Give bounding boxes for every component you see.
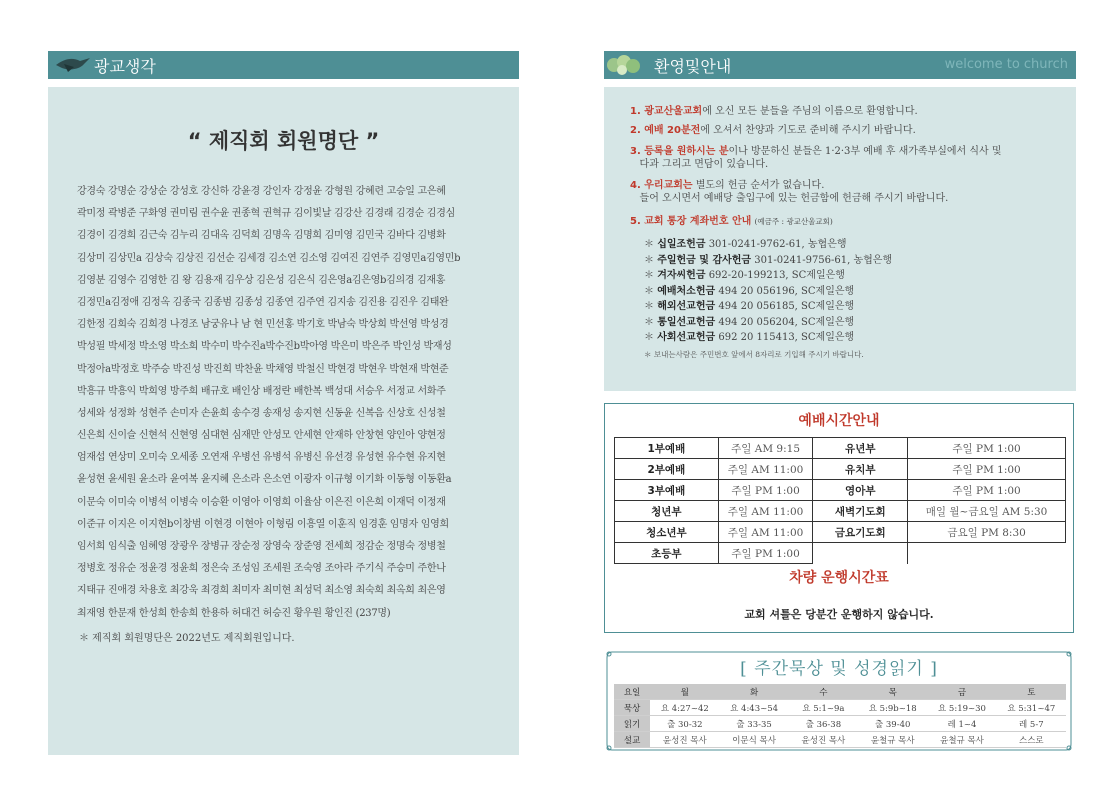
worship-row [615,438,1066,459]
bible-cell: 윤성진 목사 [650,732,719,748]
bible-cell: 레 5-7 [997,716,1066,732]
member-name-line: 엄재섭 연상미 오미숙 오세종 오연재 우병선 유병석 유병신 유선경 유성현 유수현 유지현 [77,452,446,464]
member-name-line: 지태규 진애경 차용호 최강욱 최경희 최미자 최미현 최성덕 최소영 최숙희 최옥희 최은영 [77,585,446,597]
worship-schedule-title: 예배시간안내 [798,413,880,429]
account-item: ＊ 십일조헌금 301-0241-9762-61, 농협은행 [644,239,847,250]
bible-row [614,684,1066,700]
leaf-icon [606,53,644,77]
bible-cell: 윤철규 목사 [858,732,927,748]
member-name-line: 임서희 임식출 임혜영 장광우 장병규 장순정 장영숙 장준영 전세희 정감순 정명숙 정병철 [77,541,446,552]
member-name-line: 김정민a김정애 김정옥 김종국 김종범 김종성 김종연 김주연 김지송 김진용 김진우 김태완 [77,296,449,308]
worship-cell: 주일 AM 11:00 [718,501,813,522]
worship-cell: 주일 PM 1:00 [908,438,1066,459]
worship-cell: 매일 월~금요일 AM 5:30 [908,501,1066,522]
worship-row [615,480,1066,501]
bible-cell: 목 [858,684,927,700]
bible-cell: 요 4:27~42 [650,700,719,716]
worship-cell: 1부예배 [615,438,719,459]
right-section-header [604,51,1076,79]
bible-cell: 출 30-32 [650,716,719,732]
welcome-item-2: 2. 예배 20분전에 오셔서 찬양과 기도로 준비해 주시기 바랍니다. [630,125,916,136]
worship-cell: 영아부 [813,480,908,501]
welcome-item-3: 3. 등록을 원하시는 분이나 방문하신 분들은 1·2·3부 예배 후 새가족부실에서 식사 및 다과 그리고 면담이 있습니다. [630,146,1002,170]
account-item: ＊ 겨자씨헌금 692-20-199213, SC제일은행 [644,270,845,281]
member-name-line: 강경숙 강명순 강상순 강성호 강신하 강윤경 강인자 강정윤 강형원 강혜련 고승일 고은혜 [77,186,446,197]
worship-cell: 유치부 [813,459,908,480]
right-section-title: 환영및안내 [654,57,732,76]
member-name-line: 윤성현 윤세원 윤소라 윤여복 윤지혜 은소라 은소연 이광자 이규형 이기화 이동형 이동환a [77,474,452,486]
bible-cell: 화 [719,684,788,700]
member-list-title: “ 제직회 회원명단 ” [187,129,380,153]
welcome-panel [604,87,1076,391]
bible-cell: 출 39-40 [858,716,927,732]
worship-row [615,459,1066,480]
account-item: ＊ 주일헌금 및 감사헌금 301-0241-9756-61, 농협은행 [644,254,893,266]
member-name-line: 최재영 한문재 한성희 한송희 한용하 허대건 허승진 황우원 황인진 (237명) [77,607,391,619]
worship-row [615,501,1066,522]
bible-cell: 이문식 목사 [719,732,788,748]
bible-cell: 요일 [614,684,650,700]
account-item: ＊ 예배처소헌금 494 20 056196, SC제일은행 [644,285,855,297]
worship-cell: 유년부 [813,438,908,459]
worship-schedule-table [614,437,1066,564]
member-name-line: 박정아a박정호 박주승 박진성 박진희 박찬윤 박채영 박철신 박현경 박현우 박현재 박현준 [77,363,449,375]
worship-cell [908,543,1066,564]
worship-cell: 주일 PM 1:00 [908,480,1066,501]
bible-row [614,700,1066,716]
bible-reading-table [614,684,1066,748]
shuttle-notice: 교회 셔틀은 당분간 운행하지 않습니다. [744,608,934,621]
member-name-line: 김영분 김영수 김영한 김 왕 김용재 김우상 김은성 김은식 김은영a김은영b김의경 김재홍 [77,274,446,286]
worship-cell: 초등부 [615,543,719,564]
account-item: ＊ 통일선교헌금 494 20 056204, SC제일은행 [644,316,855,328]
bible-cell: 스스로 [997,732,1066,748]
bible-row [614,716,1066,732]
bible-cell: 요 5:1~9a [789,700,858,716]
member-name-line: 신은희 신이슬 신현석 신현영 심대현 심재만 안성모 안세현 안재하 안창현 양인아 양현정 [77,430,446,442]
bible-cell: 윤성진 목사 [789,732,858,748]
worship-cell: 주일 PM 1:00 [718,480,813,501]
worship-cell: 금요기도회 [813,522,908,543]
member-name-line: 성세와 성정화 성현주 손미자 손윤희 송수경 송재성 송지현 신동윤 신복음 신상호 신성철 [77,407,446,419]
bible-reading-box [604,646,1074,756]
left-section-header [48,51,519,79]
member-name-line: 김경이 김경희 김근숙 김누리 김대옥 김덕희 김명옥 김명희 김미영 김민국 김바다 김병화 [77,230,446,242]
worship-row [615,543,1066,564]
bird-icon [54,55,92,75]
account-item: ＊ 사회선교헌금 692 20 115413, SC제일은행 [644,332,855,343]
left-section-title: 광교생각 [94,57,156,76]
member-name-line: 이문숙 이미숙 이병석 이병숙 이승환 이영아 이영희 이율삼 이은진 이은희 이재덕 이정재 [77,496,446,508]
welcome-item-1: 1. 광교산울교회에 오신 모든 분들을 주님의 이름으로 환영합니다. [630,106,918,117]
bible-cell: 요 5:9b~18 [858,700,927,716]
worship-cell: 청소년부 [615,522,719,543]
bible-reading-title: [ 주간묵상 및 성경읽기 ] [740,659,938,679]
member-list-panel [48,87,519,755]
welcome-item-4: 4. 우리교회는 별도의 헌금 순서가 없습니다. 들어 오시면서 예배당 출입구에 있는 헌금함에 헌금해 주시기 바랍니다. [630,180,949,204]
worship-cell: 주일 AM 11:00 [718,459,813,480]
member-name-line: 곽미정 곽병준 구화영 권미림 권수윤 권종혁 권혁규 김이빛날 김강산 김경래 김경순 김경심 [77,208,455,220]
bible-cell: 수 [789,684,858,700]
member-names [77,181,507,625]
bible-cell: 월 [650,684,719,700]
bible-cell: 토 [997,684,1066,700]
welcome-item-5: 5. 교회 통장 계좌번호 안내 (예금주 : 광교산울교회) [630,216,833,227]
bible-cell: 설교 [614,732,650,748]
member-list-note: ＊ 제직회 회원명단은 2022년도 제직회원입니다. [79,633,295,644]
bible-cell: 출 33-35 [719,716,788,732]
member-name-line: 정병호 정유순 정윤경 정윤희 정은숙 조성임 조세원 조숙영 조아라 주기식 주승미 주한나 [77,563,446,575]
worship-cell: 주일 AM 11:00 [718,522,813,543]
member-name-line: 김한정 김희숙 김희경 나경조 남궁유나 남 현 민선홍 박기호 박남숙 박상희 박선영 박성경 [77,319,449,331]
worship-cell: 주일 PM 1:00 [718,543,813,564]
member-name-line: 박성필 박세정 박소영 박소희 박수미 박수진a박수진b박아영 박은미 박은주 박인성 박재성 [77,341,452,353]
bible-cell: 읽기 [614,716,650,732]
bible-cell: 요 4:43~54 [719,700,788,716]
bible-cell: 묵상 [614,700,650,716]
bible-row [614,732,1066,748]
bible-cell: 요 5:19~30 [927,700,996,716]
worship-cell: 청년부 [615,501,719,522]
shuttle-schedule-title: 차량 운행시간표 [789,570,889,586]
member-name-line: 이준규 이지은 이지현b이창범 이현경 이현아 이형림 이흥열 이훈직 임경훈 임명자 임영희 [77,518,449,530]
worship-cell: 2부예배 [615,459,719,480]
bible-cell: 금 [927,684,996,700]
right-section-english: welcome to church [944,57,1068,72]
bible-cell: 요 5:31~47 [997,700,1066,716]
worship-cell: 새벽기도회 [813,501,908,522]
account-note: ＊ 보내는사람은 주민번호 앞에서 8자리로 기입해 주시기 바랍니다. [644,350,864,359]
bible-cell: 출 36-38 [789,716,858,732]
worship-cell: 주일 PM 1:00 [908,459,1066,480]
member-name-line: 김상미 김상민a 김상숙 김상진 김선순 김세경 김소연 김소영 김여진 김연주 김영민a김영민b [77,252,461,264]
worship-cell: 3부예배 [615,480,719,501]
bible-cell: 레 1~4 [927,716,996,732]
worship-cell: 금요일 PM 8:30 [908,522,1066,543]
worship-cell [813,543,908,564]
worship-row [615,522,1066,543]
account-item: ＊ 해외선교헌금 494 20 056185, SC제일은행 [644,301,855,312]
worship-cell: 주일 AM 9:15 [718,438,813,459]
member-name-line: 박흥규 박흥익 박희영 방주희 배규호 배인상 배정란 배한복 백성대 서승우 서정교 서화주 [77,385,446,397]
bible-cell: 윤철규 목사 [927,732,996,748]
worship-schedule-box [604,403,1074,633]
